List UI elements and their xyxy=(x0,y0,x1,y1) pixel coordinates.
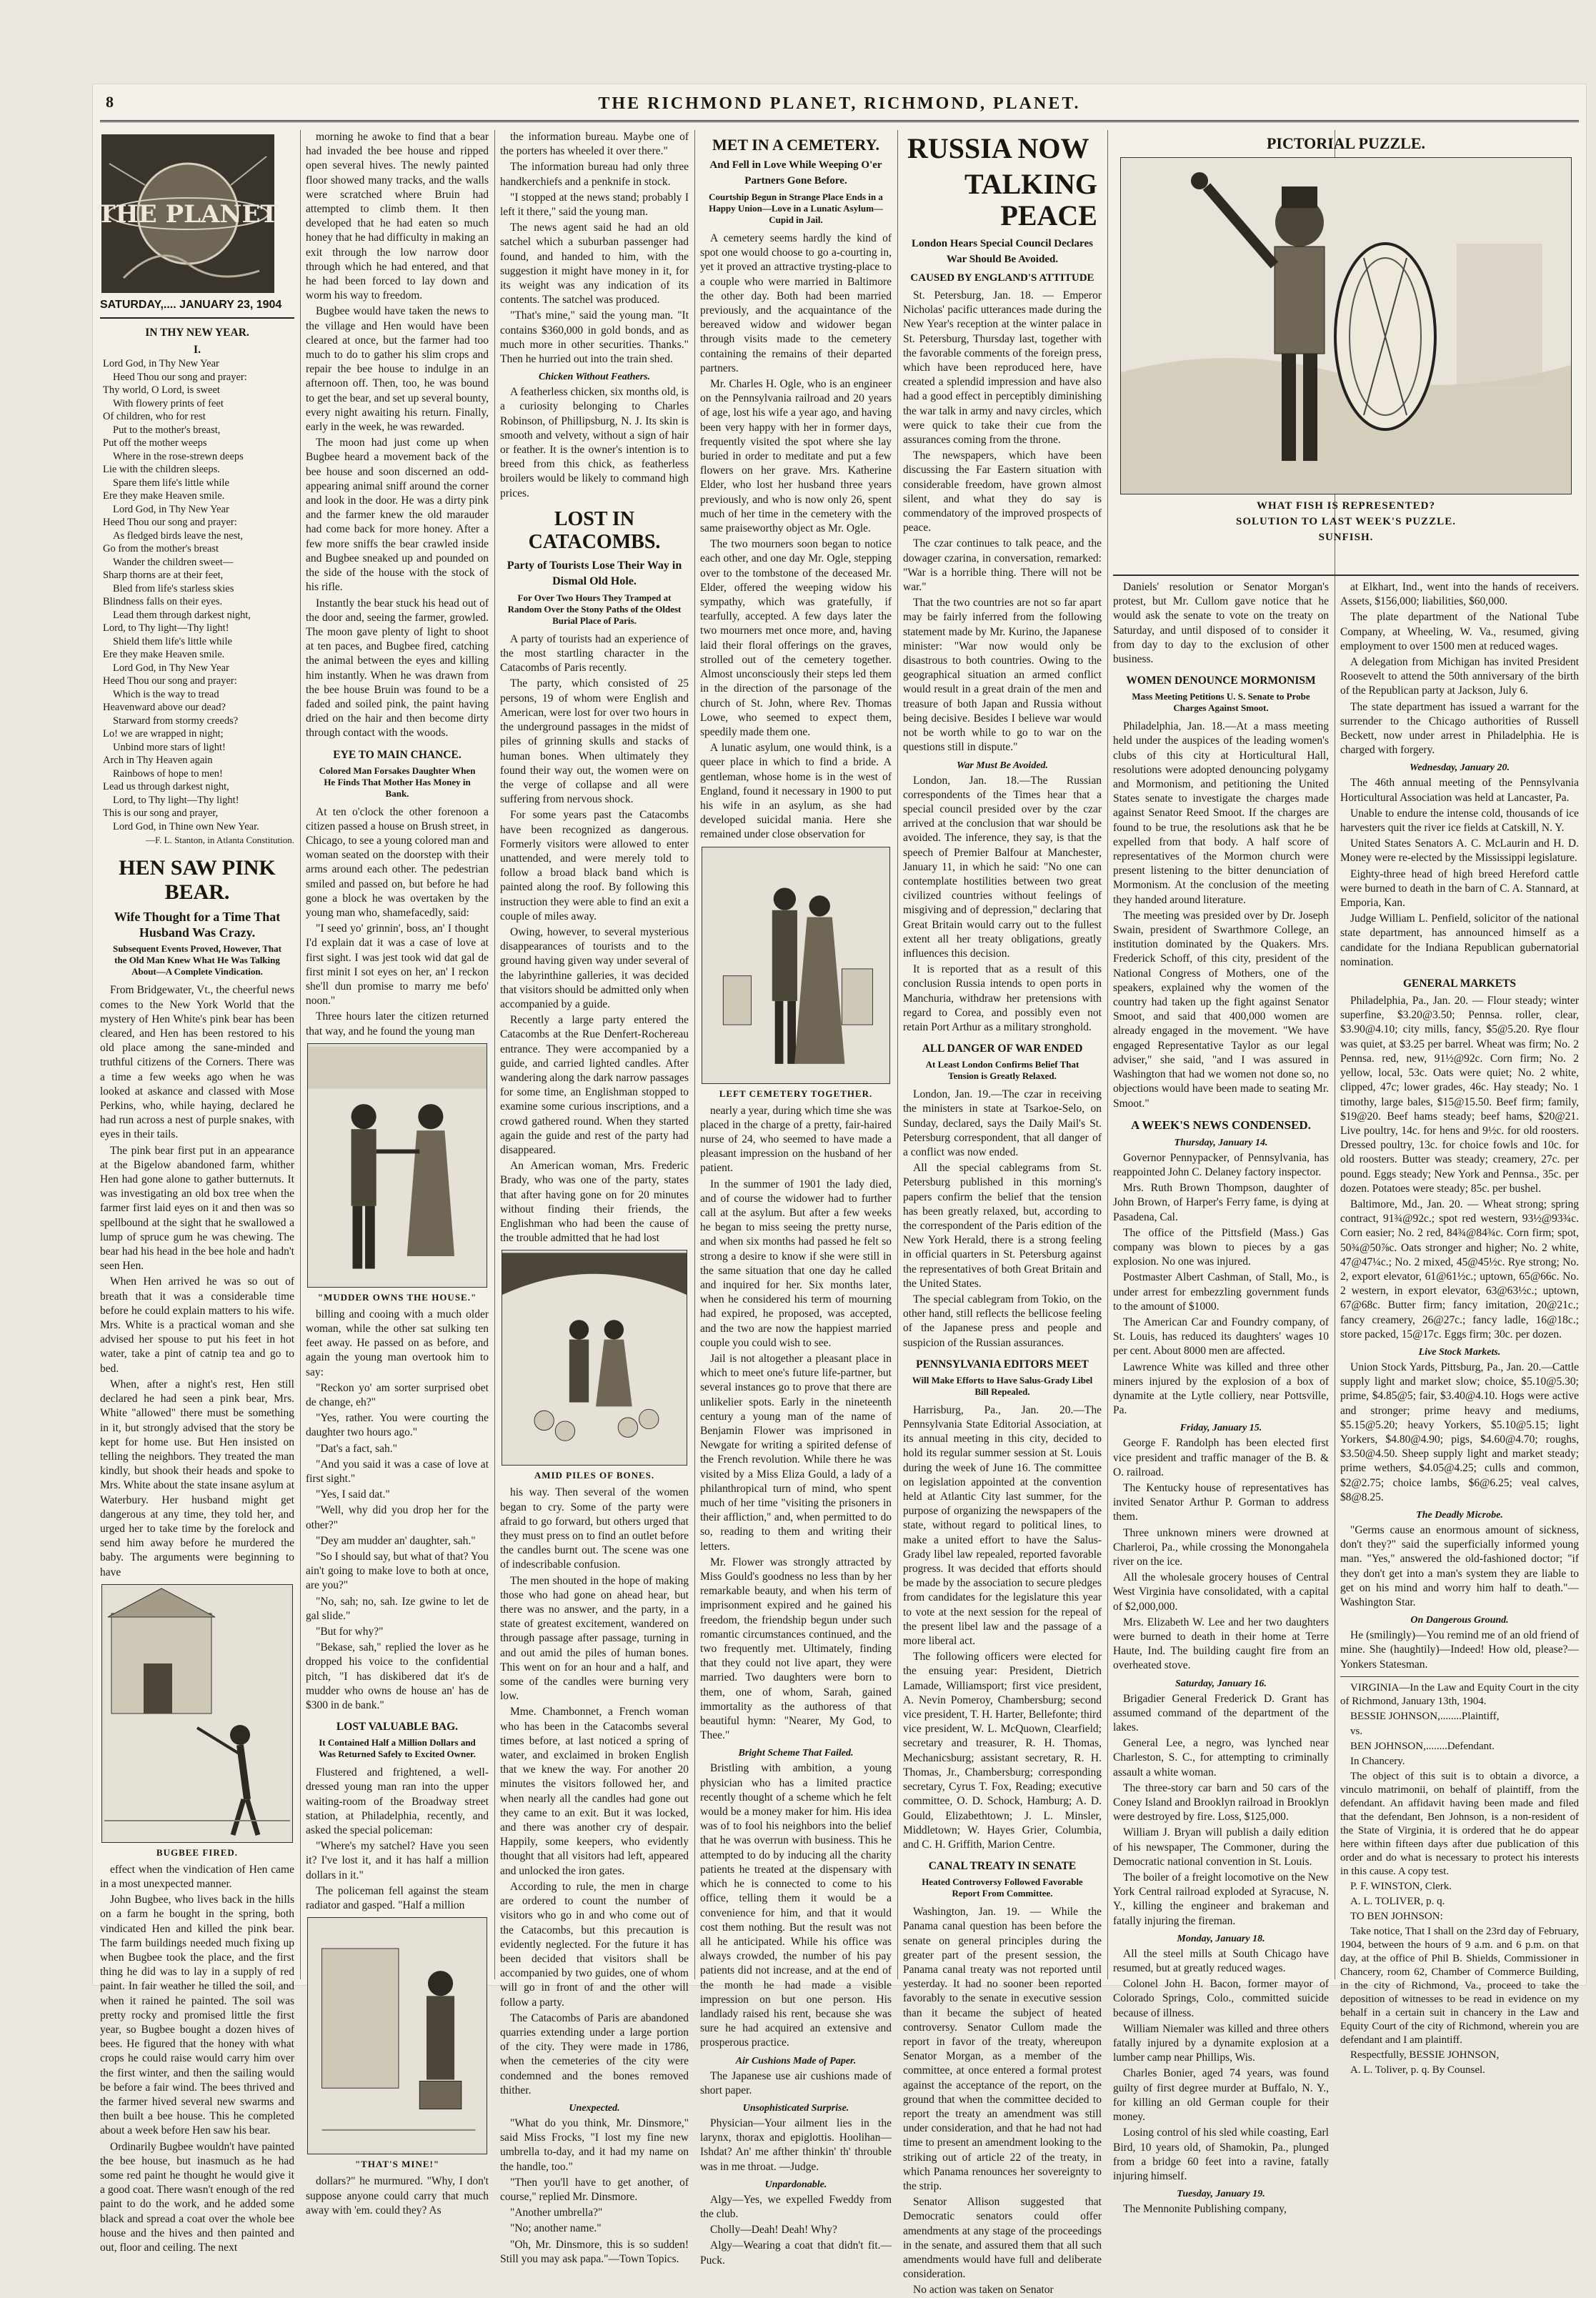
story-subheadline: Party of Tourists Lose Their Way in Dismal Old Hole. xyxy=(507,559,682,587)
paragraph: "So I should say, but what of that? You ain't going to make love to both at once, are you?" xyxy=(306,1551,489,1592)
story-body xyxy=(500,130,689,367)
news-item: George F. Randolph has been elected first vice president and traffic manager of the B. & O. railroad. xyxy=(1113,1437,1329,1478)
poem-line: Lo! we are wrapped in night; xyxy=(103,728,224,740)
newspaper-page xyxy=(93,84,1586,2297)
section-deck: Will Make Efforts to Have Salus-Grady Libel Bill Repealed. xyxy=(912,1374,1093,1397)
story-headline: HEN SAW PINK BEAR. xyxy=(119,856,276,905)
figure-caption: LEFT CEMETERY TOGETHER. xyxy=(719,1088,873,1099)
paragraph: Washington, Jan. 19. — While the Panama canal question has been before the senate on general principles during the greater part of the present session, the Panama canal treaty was not reported until yesterday. It had no sooner been reported favorably to the senate in executive session than it became the subject of heated controversy. Senator Cullom made the report in favor of the treaty, whereupon Senator Morgan, as a member of the committee, at once entered a formal protest against the acceptance of the report, on the ground that when the committee decided to report the treaty an amendment was still under consideration, and that he had not had time to present an amendment looking to the striking out of article 22 of the treaty, in which Panama renounces her sovereignty to the strip. xyxy=(903,1906,1102,2192)
section-head: PENNSYLVANIA EDITORS MEET xyxy=(916,1358,1089,1371)
news-item: All the steel mills at South Chicago have resumed, but at greatly reduced wages. xyxy=(1113,1947,1329,1975)
story-body-continued xyxy=(500,1486,689,2098)
day-head: Monday, January 18. xyxy=(1177,1933,1265,1944)
column-1 xyxy=(97,130,294,2254)
paragraph: According to rule, the men in charge are ordered to count the number of visitors who go in and who come out of the Catacombs, but this precaution is evidently neglected. For the future it has been decided that visitors shall be accompanied by two guides, one of whom will go in front of and the other will follow a party. xyxy=(500,1880,689,2009)
paragraph: Owing, however, to several mysterious disappearances of tourists and to the ground having given way under several of the labyrinthine galleries, it was decided that visitors should be admitted only when accompanied by a guide. xyxy=(500,925,689,1010)
paragraph: At ten o'clock the other forenoon a citizen passed a house on Brush street, in Chicago, to see a young colored man and woman seated on the doorstep with their arms around each other. The pedestrian smiled and passed on, but before he had gone a block he was overtaken by the young man who, shamefacedly, said: xyxy=(306,805,489,919)
paragraph: Ordinarily Bugbee wouldn't have painted the bee house, but inasmuch as he had some red paint he thought he would give it a good coat. There wasn't enough of the red paint to do the work, and he added some black and spread a coat over the whole bee house and the hives and then painted and out, floor and ceiling. The next xyxy=(100,2140,294,2254)
paragraph: Mr. Charles H. Ogle, who is an engineer on the Pennsylvania railroad and 20 years of age, lost his wife a year ago, and having been very happy with her in former days, frequently visited the spot where she lay buried in order to meditate and put a few flowers on her grave. Mrs. Katherine Elder, who lost her husband three years previously, and who is now only 26, spent much of her time in the cemetery with the same praiseworthy object as Mr. Ogle. xyxy=(700,378,892,535)
news-item: Lawrence White was killed and three other miners injured by the explosion of a box of dynamite at the Lytle colliery, near Pottsville, Pa. xyxy=(1113,1361,1329,1417)
story-headline: MET IN A CEMETERY. xyxy=(712,136,879,154)
satchel-illustration xyxy=(307,1917,487,2154)
story-subheadline: And Fell in Love While Weeping O'er Partners Gone Before. xyxy=(709,159,882,186)
paragraph: Algy—Yes, we expelled Fweddy from the club. xyxy=(700,2193,892,2220)
paragraph: The special cablegram from Tokio, on the other hand, still reflects the bellicose feeling of the Japanese press and people and suspicion of the Russian assurances. xyxy=(903,1293,1102,1349)
news-item: The Mennonite Publishing company, xyxy=(1123,2203,1287,2216)
news-item: United States Senators A. C. McLaurin and H. D. Money were re-elected by the Mississippi legislature. xyxy=(1340,837,1579,865)
poem-line: Heavenward above our dead? xyxy=(103,702,226,714)
day-head: Friday, January 15. xyxy=(1179,1423,1262,1434)
poem-line: Heed Thou our song and prayer: xyxy=(103,517,237,529)
puzzle-question: WHAT FISH IS REPRESENTED? xyxy=(1257,500,1435,512)
item-headline: Unexpected. xyxy=(569,2102,620,2114)
news-item: The plate department of the National Tube Company, at Wheeling, W. Va., resumed, giving employment to over 1500 men at reduced wages. xyxy=(1340,611,1579,652)
poem-line: Heed Thou our song and prayer: xyxy=(103,675,237,687)
poem-line: Bled from life's starless skies xyxy=(113,582,234,595)
news-item: The Kentucky house of representatives has invited Senator Arthur P. Gorman to address them. xyxy=(1113,1481,1329,1523)
column-2 xyxy=(306,130,489,2217)
item-body: Physician—Your ailment lies in the larynx, thorax and epiglottis. Hoolihan—Ishdat? An' me afther thinkin' th' throuble was in me throat. —Judge. xyxy=(700,2117,892,2173)
paragraph: "Bekase, sah," replied the lover as he dropped his voice to the confidential pitch, "I has diskibered dat it's de mudder who owns de house an' has de $300 in de bank." xyxy=(306,1641,489,1712)
paragraph: It is reported that as a result of this conclusion Russia intends to open ports in Manchuria, withdraw her pretensions with regard to Corea, and possibly even not retain Port Arthur as a military stronghold. xyxy=(903,963,1102,1033)
news-item: Colonel John H. Bacon, former mayor of Colorado Springs, Colo., committed suicide because of illness. xyxy=(1113,1978,1329,2019)
poem-line: Arch in Thy Heaven again xyxy=(103,755,213,767)
column-4 xyxy=(700,130,892,2267)
news-item: Unable to endure the intense cold, thousands of ice harvesters quit the river ice fields at Catskill, N. Y. xyxy=(1340,807,1579,835)
paragraph: "Then you'll have to get another, of course," replied Mr. Dinsmore. xyxy=(500,2176,689,2203)
paragraph: nearly a year, during which time she was placed in the charge of a pretty, fair-haired nurse of 24, who seemed to have made a pleasant impression on the husband of her patient. xyxy=(700,1104,892,1175)
running-head xyxy=(100,91,1579,122)
news-item: The American Car and Foundry company, of St. Louis, has reduced its daughters' wages 10 per cent. About 8000 men are affected. xyxy=(1113,1315,1329,1358)
paragraph: The following officers were elected for the ensuing year: President, Dietrich Lamade, Williamsport; first vice president, A. Nevin Pomeroy, Chambersburg; second vice president, T. H. Harter, Bellefonte; third vice president, W. L. McQuown, Clearfield; secretary and treasurer, R. H. Thomas, Mechanicsburg; assistant secretary, R. H. Thomas, Jr., Chambersburg; corresponding secretary, Cyrus T. Fox, Reading; executive committee, O. D. Schock, Hamburg; A. D. Gould, Elizabethtown; J. L. Minsler, Middletown; W. Hayes Grier, Columbia, and C. H. Griffith, Marion Centre. xyxy=(903,1651,1102,1851)
story-body xyxy=(100,983,294,1579)
item-headline: Chicken Without Feathers. xyxy=(539,372,650,383)
news-item: A delegation from Michigan has invited President Roosevelt to attend the 50th anniversary of the birth of the Republican party at Jackson, July 6. xyxy=(1340,656,1579,697)
legal-line: Take notice, That I shall on the 23rd day of February, 1904, between the hours of 9 a.m. and 6 p.m. on that day, at the office of Phil B. Shields, Commissioner in Chancery, room 62, Chamber of Commerce Building, in the city of Richmond, Va., proceed to take the deposition of witnesses to be read in evidence on my behalf in a certain suit in chancery in the Law and Equity Court of the city of Richmond, wherein you are defendant and I am plaintiff. xyxy=(1340,1925,1579,2046)
paragraph: A party of tourists had an experience of the most startling character in the Catacombs of Paris recently. xyxy=(500,632,689,675)
paragraph: "But for why?" xyxy=(316,1626,384,1638)
day-head: Saturday, January 16. xyxy=(1175,1678,1267,1689)
page-number: 8 xyxy=(106,93,114,111)
paragraph: Cholly—Deah! Deah! Why? xyxy=(710,2224,837,2237)
puzzle-title: PICTORIAL PUZZLE. xyxy=(1266,134,1426,152)
story-body xyxy=(500,632,689,1246)
news-items xyxy=(1113,1151,1329,1418)
paragraph: For some years past the Catacombs have been recognized as dangerous. Formerly visitors were allowed to enter unattended, and were merely told to follow a broad black band which is painted along the roof. By following this instruction they were able to find an exit a couple of miles away. xyxy=(500,809,689,922)
legal-notice xyxy=(1340,1681,1579,2077)
story-deck: Courtship Begun in Strange Place Ends in a Happy Union—Love in a Lunatic Asylum—Cupid in Jail. xyxy=(709,192,883,225)
item-body: "Germs cause an enormous amount of sickness, don't they?" said the superficially informed young man. "Yes," answered the old-fashioned doctor; "if they don't get into a man's system they are liable to get on his mind and worry him half to death."—Washington Star. xyxy=(1340,1523,1579,1608)
paragraph: Daniels' resolution or Senator Morgan's protest, but Mr. Cullom gave notice that he would ask the senate to vote on the treaty on Saturday, and until disposed of to consider it from day to day to the exclusion of other business. xyxy=(1113,581,1329,666)
news-items xyxy=(1113,1436,1329,1673)
story-deck: Subsequent Events Proved, However, That the Old Man Knew What He Was Talking About—A Complete Vindication. xyxy=(113,943,281,978)
puzzle-divider xyxy=(1113,574,1579,576)
bugbee-illustration xyxy=(101,1584,293,1843)
poem-line: Sharp thorns are at their feet, xyxy=(103,569,224,582)
news-item: Brigadier General Frederick D. Grant has assumed command of the department of the lakes. xyxy=(1113,1692,1329,1734)
paragraph: "And you said it was a case of love at first sight." xyxy=(306,1458,489,1486)
news-items xyxy=(1340,776,1579,970)
paragraph: When, after a night's rest, Hen still declared he had seen a pink bear, Mrs. White "allowed" there must be something in it, but strongly advised that the story be kept for home use. But Hen insisted on telling the neighbors. They treated the man kindly, but shook their heads and spoke to Mrs. White about the state insane asylum at Waterbury. Her husband might get dangerous at any time, they told her, and urged her to take time by the forelock and send him away before he murdered the baby. The arguments were beginning to have xyxy=(100,1378,294,1578)
legal-line: vs. xyxy=(1350,1725,1363,1737)
story-body xyxy=(903,1403,1102,1852)
item-body: He (smilingly)—You remind me of an old friend of mine. She (haughtily)—Indeed! How old, please?—Yonkers Statesman. xyxy=(1340,1629,1579,1671)
poem-line: Spare them life's little while xyxy=(113,477,229,489)
day-head: Wednesday, January 20. xyxy=(1410,762,1510,774)
paragraph: The meeting was presided over by Dr. Joseph Swain, president of Swarthmore College, an institution dominated by the Quakers. Mrs. Frederick Schoff, of this city, president of the National Congress of Mothers, one of the speakers, explained why the women of the country had taken up the fight against Senator Smoot, and said that 400,000 women are already engaged in the movement. "We have engaged Representative Taylor as our legal adviser," she said, "and I was assured in Washington that had we women not done so, no objections would have been made to seating Mr. Smoot." xyxy=(1113,909,1329,1110)
paragraph: Mr. Flower was strongly attracted by Miss Gould's goodness no less than by her remarkable beauty, and when his term of imprisonment expired and he gained his freedom, the friendship begun under such romantic circumstances continued, and the two frequently met. Ultimately, finding that they could not live apart, they were married. Two daughters were born to them, one of whom, Sarah, gained immortality as the authoress of that beautiful hymn: "Nearer, My God, to Thee." xyxy=(700,1556,892,1742)
poem-credit: —F. L. Stanton, in Atlanta Constitution. xyxy=(145,835,294,846)
paragraph: Philadelphia, Jan. 18.—At a mass meeting held under the auspices of the leading women's clubs of this city at Horticultural Hall, resolutions were adopted denouncing polygamy and Mormonism, and petitioning the United States senate to investigate the charges made against Senator Reed Smoot. If the charges are found to be true, the resolutions ask that he be expelled from that body. A half score of representatives of the Mormon church were present listening to the bitter denunciation of Mormonism. At the conclusion of the meeting they handed around literature. xyxy=(1113,720,1329,906)
news-item: William Niemaler was killed and three others fatally injured by a dynamite explosion at a lumber camp near Phillips, Wis. xyxy=(1113,2022,1329,2064)
poem-line: Lord God, in Thy New Year xyxy=(103,358,219,370)
poem-line: Ere they make Heaven smile. xyxy=(103,649,225,661)
poem-line: Thy world, O Lord, is sweet xyxy=(103,384,220,397)
story-deck: Colored Man Forsakes Daughter When He Finds That Mother Has Money in Bank. xyxy=(319,765,476,799)
legal-line: P. F. WINSTON, Clerk. xyxy=(1350,1880,1452,1892)
poem-line: Which is the way to tread xyxy=(113,688,219,700)
poem-line: Ere they make Heaven smile. xyxy=(103,490,225,502)
paragraph: effect when the vindication of Hen came in a most unexpected manner. xyxy=(100,1863,294,1890)
paragraph: The two mourners soon began to notice each other, and one day Mr. Ogle, stepping over to the tombstone of the deceased Mr. Elder, offered the weeping widow his sympathy, which was gratefully, if tearfully, accepted. A few days later the two mourners met once more, and, having laid their floral offerings on the graves, strolled out of the cemetery together. Almost unconsciously their steps led them in the direction of the parsonage of the church of St. John, where Rev. Thomas Lowe, who seemed to expect them, speedily made them one. xyxy=(700,538,892,738)
legal-line: BESSIE JOHNSON,........Plaintiff, xyxy=(1350,1710,1500,1722)
day-head: Thursday, January 14. xyxy=(1174,1137,1268,1148)
paragraph: London, Jan. 18.—The Russian correspondents of the Times hear that a special council presided over by the czar arrived at the conclusion that war should be avoided. The inference, they say, is that the speech of Premier Balfour at Manchester, January 11, in which he said: "No one can contemplate hostilities between two great civilized countries without feelings of misgiving and of depression," declaring that Great Britain would carry out to the fullest extent all her treaty obligations, greatly influences this decision. xyxy=(903,774,1102,960)
paragraph: "Dat's a fact, sah." xyxy=(316,1442,398,1455)
paragraph: Three hours later the citizen returned that way, and he found the young man xyxy=(306,1010,489,1038)
paragraph: No action was taken on Senator xyxy=(913,2284,1054,2297)
news-item: All the wholesale grocery houses of Central West Virginia have consolidated, with a capital of $2,000,000. xyxy=(1113,1571,1329,1613)
news-item: Three unknown miners were drowned at Charleroi, Pa., while crossing the Monongahela river on the ice. xyxy=(1113,1526,1329,1568)
section-deck: Mass Meeting Petitions U. S. Senate to Probe Charges Against Smoot. xyxy=(1132,691,1310,714)
paragraph: "Dey am mudder an' daughter, sah." xyxy=(316,1534,476,1547)
paragraph: "Yes, rather. You were courting the daughter two hours ago." xyxy=(306,1412,489,1439)
paragraph: The information bureau had only three handkerchiefs and a penknife in stock. xyxy=(500,161,689,188)
story-deck: CAUSED BY ENGLAND'S ATTITUDE xyxy=(910,272,1094,284)
story-body xyxy=(306,130,489,741)
news-item: The state department has issued a warrant for the surrender to the Chicago authorities of Russell Beckett, now under arrest in Philadelphia. He is charged with forgery. xyxy=(1340,700,1579,757)
story-subheadline: Wife Thought for a Time That Husband Was Crazy. xyxy=(114,910,281,940)
story-body xyxy=(1113,580,1329,667)
legal-line: Respectfully, BESSIE JOHNSON, xyxy=(1350,2049,1500,2061)
poem-line: Shield them life's little while xyxy=(113,635,232,647)
paragraph: his way. Then several of the women began to cry. Some of the party were afraid to go forward, but others urged that they must press on to find an outlet before the candles burnt out. The scene was one of indescribable confusion. xyxy=(500,1486,689,1571)
section-deck: Heated Controversy Followed Favorable Report From Committee. xyxy=(922,1876,1083,1899)
paragraph: "Where's my satchel? Have you seen it? I've lost it, and it has half a million dollars in it." xyxy=(306,1840,489,1881)
section-deck: At Least London Confirms Belief That Tension is Greatly Relaxed. xyxy=(925,1059,1079,1082)
paragraph: "I seed yo' grinnin', boss, an' I thought I'd explain dat it was a case of love at first sight. I was jest took wid dat gal de first minit I sot eyes on her, an' I reckon she'll dun promise to marry me befo' noon." xyxy=(306,922,489,1008)
poem-line: Go from the mother's breast xyxy=(103,543,219,555)
paragraph: That the two countries are not so far apart may be fairly inferred from the following statement made by Mr. Kurino, the Japanese minister: "War now would only be disastrous to both countries. Owing to the geographical situation an armed conflict would result in a great drain of the men and treasure of both Japan and Russia without being decisive. Besides I believe war would not be worth while to go to war on the questions still in dispute." xyxy=(903,597,1102,754)
story-headline: LOST VALUABLE BAG. xyxy=(336,1721,459,1734)
paragraph: Mme. Chambonnet, a French woman who has been in the Catacombs several times before, at last noticed a spring of water, and exclaimed in broken English that we knew the way. For another 20 minutes the visitors followed her, and when nearly all the candles had gone out they came to an exit. But it was locked, and there was another cry of despair. Happily, some keepers, who evidently thought that all visitors had left, appeared and unlocked the iron gates. xyxy=(500,1706,689,1877)
news-item: The boiler of a freight locomotive on the New York Central railroad exploded at Syracuse, N. Y., killing the engineer and brakeman and fatally injuring the fireman. xyxy=(1113,1871,1329,1927)
paragraph: "Reckon yo' am sorter surprised obet de change, eh?" xyxy=(306,1381,489,1408)
paragraph: "Oh, Mr. Dinsmore, this is so sudden! Still you may ask papa."—Town Topics. xyxy=(500,2238,689,2265)
column-6 xyxy=(1113,580,1329,2216)
story-body-continued xyxy=(100,1863,294,2255)
poem-line: Lord, to Thy light—Thy light! xyxy=(103,622,229,635)
poem-line: Lead them through darkest night, xyxy=(113,609,251,621)
story-headline-line-2: TALKING PEACE xyxy=(964,168,1097,232)
figure-caption: "MUDDER OWNS THE HOUSE." xyxy=(317,1291,477,1303)
paragraph: "I stopped at the news stand; probably I left it there," said the young man. xyxy=(500,191,689,219)
paragraph: "No, sah; no, sah. Ize gwine to let de gal slide." xyxy=(306,1595,489,1622)
story-body-continued xyxy=(306,2174,489,2218)
news-item: Eighty-three head of high breed Hereford cattle were burned to death in the barn of C. A. Stannard, at Emporia, Kan. xyxy=(1340,867,1579,910)
poem-line: Rainbows of hope to men! xyxy=(113,767,223,780)
paragraph: The men shouted in the hope of making those who had gone on ahead hear, but there was no answer, and the party, in a state of greatest excitement, wandered on through passage after passage, turning in and out amid the piles of human bones. This went on for an hour and a half, and some of the candles were burning very low. xyxy=(500,1574,689,1703)
paragraph: "No; another name." xyxy=(510,2222,602,2235)
legal-line: TO BEN JOHNSON: xyxy=(1350,1910,1443,1922)
news-item: Charles Bonier, aged 74 years, was found guilty of first degree murder at Buffalo, N. Y., for killing an old German couple for their money. xyxy=(1113,2067,1329,2124)
market-report: Philadelphia, Pa., Jan. 20. — Flour steady; winter superfine, $3.20@3.50; Pennsa. roller, clear, $3.90@4.10; city mills, fancy, $5@5.20. Rye flour was quiet, at $3.25 per barrel. Wheat was firm; No. 2 Pennsa. red, new, 91½@92c. Corn firm; No. 2 yellow, local, 53c. Oats were quiet; No. 2 white, clipped, 47c; lower grades, 46c. Hay steady; No. 1 timothy, large bales, $15@15.50. Beef firm; family, $19@20. Beef hams steady; beef hams, $20@21. Live poultry, 14c. for hens and 9½c. for old roosters. Dressed poultry, 13c. for choice fowls and 10c. for old roosters. Butter was steady; creamery, 27c. per pound. Eggs steady; New York and Pennsa., 35c. per dozen. Potatoes were steady; 85c. per bushel. xyxy=(1340,995,1579,1195)
poem-line: Of children, who for rest xyxy=(103,411,206,423)
paragraph: Jail is not altogether a pleasant place in which to meet one's future life-partner, but several instances go to prove that there are unlikelier spots. Early in the nineteenth century a young man of the name of Benjamin Flower was imprisoned in Newgate for writing a spirited defense of the French revolution. While there he was visited by a Miss Eliza Gould, a lady of a philanthropical turn of mind, who spent much of her time "visiting the prisoners in their affliction," and, when permitted to do so, reading to them and writing their letters. xyxy=(700,1352,892,1553)
paragraph: "Another umbrella?" xyxy=(510,2207,603,2219)
story-body xyxy=(1113,720,1329,1110)
market-report: Baltimore, Md., Jan. 20. — Wheat strong; spring contract, 91¾@92c.; spot red western, 93½@93¾c. Corn easier; No. 2 red, 84¾@84¾c. Corn firm; spot, 50¾@50⅞c. Oats stronger and higher; No. 2 white, 47@47¼c.; No. 2 mixed, 45@45½c. Rye strong; No. 2, export elevator, 61@61½c.; uptown, 65@66c. No. 2 western, in export elevator, 63@63½c.; uptown, 67@68c. Butter firm; fancy imitation, 20@21c.; fancy creamery, 26@27c.; fancy ladle, 16@18c.; store packed, 15@17c. Eggs firm; 30c. per dozen. xyxy=(1340,1198,1579,1340)
column-5 xyxy=(903,130,1102,2297)
news-items xyxy=(1113,2202,1329,2217)
logo-lettering: THE PLANET xyxy=(97,200,279,229)
story-body xyxy=(700,232,892,842)
story-body xyxy=(903,1905,1102,2297)
paragraph: A cemetery seems hardly the kind of spot one would choose to go a-courting in, yet it proved an attractive trysting-place to a couple who were married in Baltimore the other day. Both had been married previously, and the acquaintance of the bereaved widow and widower began through visits made to the cemetery containing the remains of their departed partners. xyxy=(700,232,892,374)
paragraph: Senator Allison suggested that Democratic senators could offer amendments at any stage of the proceedings in the senate, and assured them that all such amendments would have full and deliberate consideration. xyxy=(903,2196,1102,2281)
poem-section-number: I. xyxy=(194,344,201,356)
paragraph: From Bridgewater, Vt., the cheerful news comes to the New York World that the mystery of Hen White's pink bear has been cleared, and Hen has been restored to his old place among the sane-minded and truthful citizens of the Corners. There was a time a few weeks ago when he was looked at askance and classed with Mose Perkins, who, while haying, declared he had run across a nest of purple snakes, with eyes in their tails. xyxy=(100,984,294,1141)
legal-line: VIRGINIA—In the Law and Equity Court in the city of Richmond, January 13th, 1904. xyxy=(1340,1681,1579,1707)
poem-line: Put off the mother weeps xyxy=(103,437,207,449)
item-headline: The Deadly Microbe. xyxy=(1416,1509,1503,1521)
paragraph: John Bugbee, who lives back in the hills on a farm he bought in the spring, both vindicated Hen and killed the pink bear. The farm buildings needed much fixing up when Bugbee took the place, and the first thing he did was to lay in a supply of red paint. In fair weather he tilled the soil, and when it rained he painted. The soil was pretty rocky and promised little the first year, so Bugbee bought a dozen hives of bees. He figured that the honey with what crops he could raise would carry him over the first winter, and then the sailing would be before a fair wind. The bees thrived and the farmer hived several new swarms and then built a bee house. This he completed about a week before Hen saw his bear. xyxy=(100,1894,294,2137)
item-headline: On Dangerous Ground. xyxy=(1410,1615,1509,1626)
paragraph: Instantly the bear stuck his head out of the door and, seeing the farmer, growled. The moon gave plenty of light to shoot at ten paces, and Bugbee fired, catching the animal between the eyes and killing him instantly. When he was drawn from the bee house Bruin was found to be a faded and soiled pink, the paint having dried on the hair and then become dirty through contact with the woods. xyxy=(306,597,489,740)
column-rule xyxy=(694,130,695,1979)
paragraph: Flustered and frightened, a well-dressed young man ran into the upper waiting-room of the Broadway street station, at Philadelphia, recently, and asked the special policeman: xyxy=(306,1766,489,1837)
news-items xyxy=(1113,1692,1329,1929)
paragraph: The Catacombs of Paris are abandoned quarries extending under a large portion of the city. They were made in 1786, when the cemeteries of the city were condemned and the bones removed thither. xyxy=(500,2011,689,2096)
figure-caption: "THAT'S MINE!" xyxy=(354,2159,440,2170)
poem-line: Heed Thou our song and prayer: xyxy=(113,371,247,383)
story-headline: LOST IN CATACOMBS. xyxy=(528,507,661,553)
paragraph: St. Petersburg, Jan. 18. — Emperor Nicholas' pacific utterances made during the New Year's reception at the winter palace in St. Petersburg, Thursday last, together with the favorable comments of the foreign press, which have been reproduced here, have created a splendid impression and have also had a good effect in perceptibly diminishing the war talk in army and navy circles, which were quick to take their cue from the assurances coming from the throne. xyxy=(903,289,1102,447)
paragraph: In the summer of 1901 the lady died, and of course the widower had to further call at the asylum. But after a few weeks he began to miss seeing the pretty nurse, and when six months had passed he felt so strong a desire to know if she were still in the same situation that one day he called and inquired for her. Six months later, when he considered his term of mourning had expired, he proposed, was accepted, and the two are now the happiest married couple you could wish to see. xyxy=(700,1178,892,1349)
market-report: Union Stock Yards, Pittsburg, Pa., Jan. 20.—Cattle supply light and market slow; choice, $5.10@5.30; prime, $4.85@5; fair, $3.40@4.10. Hogs were active and stronger; prime heavy and mediums, $5.15@5.20; heavy Yorkers, $5.10@5.15; light Yorkers, $4.80@4.90; pigs, $4.60@4.70; roughs, $3.50@4.50. Sheep supply light and market steady; prime wethers, $4.05@4.25; culls and common, $2@2.75; choice lambs, $6@6.25; veal calves, $8@8.25. xyxy=(1340,1361,1579,1503)
news-items xyxy=(1113,1947,1329,2184)
poem-line: Lord God, in Thy New Year xyxy=(113,662,229,674)
paragraph: Harrisburg, Pa., Jan. 20.—The Pennsylvania State Editorial Association, at its annual meeting in this city, decided to hold its regular summer session at St. Louis during the week of June 16. The committee on legislation appointed at the convention held at Atlantic City last summer, for the purpose of organizing the newspapers of the state, without regard to political lines, to make a united effort to have the Salus-Grady libel law repealed, reported favorable progress. It was decided that efforts should be made by the association to secure pledges from candidates for the legislature this year to vote at the next session for the repeal of the present libel law and the passage of a more liberal act. xyxy=(903,1403,1102,1648)
legal-line: A. L. TOLIVER, p. q. xyxy=(1350,1895,1445,1907)
section-head: GENERAL MARKETS xyxy=(1402,978,1517,990)
puzzle-solution-label: SOLUTION TO LAST WEEK'S PUZZLE. xyxy=(1236,516,1456,527)
pictorial-puzzle xyxy=(1113,130,1579,572)
paragraph: Algy—Wearing a coat that didn't fit.—Puck. xyxy=(700,2239,892,2267)
story-body xyxy=(306,805,489,1039)
news-item: William J. Bryan will publish a daily edition of his newspaper, The Commoner, during the Democratic national convention in St. Louis. xyxy=(1113,1826,1329,1868)
news-item: Judge William L. Penfield, solicitor of the national state department, has announced himself as a candidate for the Indiana Republican gubernatorial nomination. xyxy=(1340,912,1579,968)
paragraph: dollars?" he murmured. "Why, I don't suppose anyone could carry that much away with 'em. could they? As xyxy=(306,2175,489,2217)
paragraph: When Hen arrived he was so out of breath that it was a considerable time before he could explain matters to his wife. Mrs. White is a practical woman and she advised her spouse to put his feet in hot water, take a pint of catnip tea and go to bed. xyxy=(100,1275,294,1375)
section-head: A WEEK'S NEWS CONDENSED. xyxy=(1131,1118,1311,1132)
news-item: The office of the Pittsfield (Mass.) Gas company was blown to pieces by a gas explosion. No one was injured. xyxy=(1113,1226,1329,1268)
poem-title: IN THY NEW YEAR. xyxy=(145,327,249,339)
paragraph: the information bureau. Maybe one of the porters has wheeled it over there." xyxy=(500,131,689,158)
news-item: Mrs. Ruth Brown Thompson, daughter of John Brown, of Harper's Ferry fame, is dying at Pasadena, Cal. xyxy=(1113,1182,1329,1223)
poem-line: Lie with the children sleeps. xyxy=(103,464,220,476)
paragraph: The party, which consisted of 25 persons, 19 of whom were English and American, were lost for over two hours in the underground passages in the midst of piles of grinning skulls and stacks of human bones. When ultimately they found their way out, the women were on the verge of collapse and all were suffering from nervous shock. xyxy=(500,677,689,806)
issue-dateline: SATURDAY,.... JANUARY 23, 1904 xyxy=(100,299,282,311)
item-body xyxy=(500,2117,689,2267)
legal-line: The object of this suit is to obtain a divorce, a vinculo matrimonii, on behalf of plaintiff, from the defendant. An affidavit having been made and filed that the defendant, Ben Johnson, is a non-resident of the State of Virginia, it is ordered that he do appear here within fifteen days after due publication of this order and do what is necessary to protect his interests in this cause. A copy test. xyxy=(1340,1770,1579,1877)
column-rule xyxy=(494,130,495,1979)
story-body-continued xyxy=(700,1104,892,1744)
paragraph: Recently a large party entered the Catacombs at the Rue Denfert-Rochereau entrance. They were accompanied by a guide, and carried lighted candles. After wandering along the dark narrow passages for some time, an Englishman stopped to examine some curious inscriptions, and a crowd gathered round. When they started again the guide and rest of the party had disappeared. xyxy=(500,1014,689,1156)
courtship-illustration xyxy=(307,1043,487,1288)
paragraph: The moon had just come up when Bugbee heard a movement back of the bee house and soon discerned an odd-appearing animal sniff around the corner and look in the door. He was a dirty pink and the farmer knew the old marauder had come back for more honey. After a few more sniffs the bear crawled inside and Bugbee sneaked up and pounded on the side of the house with the stock of his rifle. xyxy=(306,437,489,594)
news-item: General Lee, a negro, was lynched near Charleston, S. C., for attempting to criminally assault a white woman. xyxy=(1113,1737,1329,1779)
poem-line: Put to the mother's breast, xyxy=(113,424,221,436)
news-items xyxy=(1340,580,1579,757)
poem-line: Where in the rose-strewn deeps xyxy=(113,450,244,462)
story-body xyxy=(903,774,1102,1035)
day-head: Tuesday, January 19. xyxy=(1177,2189,1265,2200)
story-body xyxy=(903,289,1102,755)
story-headline: EYE TO MAIN CHANCE. xyxy=(333,748,462,761)
news-item: Losing control of his sled while coasting, Earl Bird, 10 years old, of Shamokin, Pa., plunged from a bridge 60 feet into a ravine, fatally injuring himself. xyxy=(1113,2127,1329,2182)
item-body: The Japanese use air cushions made of short paper. xyxy=(700,2069,892,2096)
poem-line: Lord God, in Thy New Year xyxy=(113,503,229,515)
poem-line: Wander the children sweet— xyxy=(113,556,234,568)
item-headline: Bright Scheme That Failed. xyxy=(738,1748,854,1759)
poem-line: Blindness falls on their eyes. xyxy=(103,596,223,608)
column-7 xyxy=(1340,580,1579,2076)
story-body xyxy=(903,1088,1102,1351)
legal-line: BEN JOHNSON,........Defendant. xyxy=(1350,1740,1495,1752)
paragraph: "That's mine," said the young man. "It contains $360,000 in gold bonds, and as much more in other securities. Thanks." Then he hurried out into the train shed. xyxy=(500,309,689,366)
story-deck: It Contained Half a Million Dollars and Was Returned Safely to Excited Owner. xyxy=(319,1737,476,1760)
news-item: at Elkhart, Ind., went into the hands of receivers. Assets, $156,000; liabilities, $60,000. xyxy=(1340,581,1579,608)
paragraph: An American woman, Mrs. Frederic Brady, who was one of the party, states that after having gone on for 20 minutes without finding their friends, the Englishman who had been the cause of the trouble admitted that he had lost xyxy=(500,1160,689,1245)
item-headline: Air Cushions Made of Paper. xyxy=(735,2055,857,2066)
column-rule xyxy=(897,130,898,1979)
section-head: WOMEN DENOUNCE MORMONISM xyxy=(1126,675,1316,687)
masthead-logo xyxy=(97,134,279,293)
paragraph: London, Jan. 19.—The czar in receiving the ministers in state at Tsarkoe-Selo, on Sunday, declared, says the Daily Mail's St. Petersburg correspondent, that all danger of a conflict was now ended. xyxy=(903,1088,1102,1158)
poem-line: Starward from stormy creeds? xyxy=(113,715,239,727)
poem-line: Unbind more stars of light! xyxy=(113,741,226,753)
paragraph: "Well, why did you drop her for the other?" xyxy=(306,1504,489,1531)
planet-logo-illustration xyxy=(97,135,279,292)
news-item: The 46th annual meeting of the Pennsylvania Horticultural Association was held at Lancaster, Pa. xyxy=(1340,777,1579,804)
paragraph: The policeman fell against the steam radiator and gasped. "Half a million xyxy=(306,1884,489,1912)
puzzle-solution: SUNFISH. xyxy=(1318,532,1374,543)
poem-line: With flowery prints of feet xyxy=(113,397,224,409)
story-headline: RUSSIA NOW xyxy=(907,132,1089,164)
item-headline: Unpardonable. xyxy=(764,2179,827,2190)
puzzle-illustration xyxy=(1120,157,1572,494)
figure-caption: AMID PILES OF BONES. xyxy=(534,1470,655,1481)
story-body xyxy=(306,1766,489,1913)
legal-line: A. L. Toliver, p. q. By Counsel. xyxy=(1350,2064,1485,2076)
poem-line: Lord God, in Thine own New Year. xyxy=(113,820,259,832)
poem-line: As fledged birds leave the nest, xyxy=(113,529,244,542)
poem-line: This is our song and prayer, xyxy=(103,807,219,820)
paragraph: "Yes, I said dat." xyxy=(316,1488,390,1501)
story-body-continued xyxy=(306,1308,489,1713)
paragraph: The czar continues to talk peace, and the dowager czarina, in conversation, remarked: "War is a horrible thing. There will not be war." xyxy=(903,537,1102,594)
paragraph: All the special cablegrams from St. Petersburg published in this morning's papers confirm the belief that the tension has been greatly relaxed, but, according to the correspondent of the Paris edition of the New York Herald, there is a strong feeling in official quarters in St. Petersburg against the representatives of both Great Britain and the United States. xyxy=(903,1162,1102,1290)
paragraph: The news agent said he had an old satchel which a suburban passenger had found, and handed to him, with the suggestion it might have money in it, for its weight was any indication of its contents. The satchel was produced. xyxy=(500,222,689,307)
item-body: Bristling with ambition, a young physician who has a limited practice recently thought of a scheme which he felt would be a money maker for him. His idea was of to fool his neighbors into the belief that he was overrun with business. This he attempted to do by inducing all the charity patients he treated at the dispensary with which he is connected to come to his office, telling them it would be a convenience for him, and that it would cost them nothing. But the result was not all he anticipated. While his office was always crowded, the number of his pay patients did not increase, and at the end of the month he had made a visible impression on but one person. His landlady raised his rent, because she was sure he had acquired an extensive and prosperous practice. xyxy=(700,1762,892,2049)
column-3 xyxy=(500,130,689,2265)
section-head: ALL DANGER OF WAR ENDED xyxy=(922,1043,1083,1055)
item-headline: Unsophisticated Surprise. xyxy=(742,2102,849,2114)
news-item: Mrs. Elizabeth W. Lee and her two daughters were burned to death in their home at Terre Haute, Ind. The building caught fire from an overheated stove. xyxy=(1113,1616,1329,1672)
news-item: Postmaster Albert Cashman, of Stall, Mo., is under arrest for embezzling government funds to the amount of $1000. xyxy=(1113,1271,1329,1313)
paragraph: The newspapers, which have been discussing the Far Eastern situation with considerable freedom, have grown almost silent, and what they do say is commendatory of the improved prospects of peace. xyxy=(903,449,1102,534)
catacombs-illustration xyxy=(502,1250,687,1466)
poem-body xyxy=(100,357,294,833)
section-head: CANAL TREATY IN SENATE xyxy=(928,1860,1077,1873)
paragraph: billing and cooing with a much older woman, while the other sat sulking ten feet away. He passed on as before, and again the young man overtook him to say: xyxy=(306,1308,489,1378)
cemetery-illustration xyxy=(702,847,890,1084)
paragraph: "What do you think, Mr. Dinsmore," said Miss Frocks, "I lost my fine new umbrella to-day, and it had my name on the handle, too." xyxy=(500,2117,689,2173)
paragraph: morning he awoke to find that a bear had invaded the bee house and ripped open several hives. The newly painted floor showed many tracks, and the walls were scratched where Bruin had attempted to climb them. It then developed that he had eaten so much honey that he had difficulty in making an exit through the low narrow door through which he had entered, and that he had been forced to lay down and worm his way to freedom. xyxy=(306,131,489,302)
paragraph: A lunatic asylum, one would think, is a queer place in which to find a bride. A gentleman, whose home is in the west of England, found it necessary in 1900 to put his wife in an asylum, as she had developed suicidal mania. Here she remained under close observation for xyxy=(700,742,892,841)
story-subheadline: London Hears Special Council Declares War Should Be Avoided. xyxy=(912,238,1093,265)
paragraph: The pink bear first put in an appearance at the Bigelow abandoned farm, whither Hen had gone alone to gather butternuts. It was investigating an old box tree when the farmer first laid eyes on it and then was so spellbound at the sight that he swallowed a lump of spruce gum he was chewing. The bear had his head in the bee hole and hadn't seen Hen. xyxy=(100,1144,294,1273)
poem-line: Lead us through darkest night, xyxy=(103,781,229,793)
poem-line: Lord, to Thy light—Thy light! xyxy=(113,794,239,806)
section-head: War Must Be Avoided. xyxy=(956,760,1049,771)
paragraph: Bugbee would have taken the news to the village and Hen would have been cleared at once, but the farmer had too much to do to gather his slim crops and repair the bee house to indulge in an afternoon off. Then, too, he was bound to get the bear, and set up several bounty, every night awaiting his return. Finally, early in the week, he was rewarded. xyxy=(306,305,489,434)
figure-caption: BUGBEE FIRED. xyxy=(156,1846,239,1858)
item-body: A featherless chicken, six months old, is a curiosity belonging to Charles Robinson, of Phillipsburg, N. J. Its skin is smooth and velvety, without a sign of hair or feather. It is the owner's intention is to breed from this chick, as featherless broilers would be likely to command high prices. xyxy=(500,386,689,499)
item-headline: Live Stock Markets. xyxy=(1418,1346,1501,1358)
column-rule xyxy=(300,130,301,1979)
news-item: The three-story car barn and 50 cars of the Coney Island and Brooklyn railroad in Brooklyn were destroyed by fire. Loss, $125,000. xyxy=(1113,1781,1329,1824)
column-rule xyxy=(1107,130,1108,1979)
news-item: Governor Pennypacker, of Pennsylvania, has reappointed John C. Delaney factory inspector. xyxy=(1113,1151,1329,1178)
item-body xyxy=(700,2193,892,2268)
paper-title: THE RICHMOND PLANET, RICHMOND, PLANET. xyxy=(598,94,1081,113)
legal-line: In Chancery. xyxy=(1350,1755,1405,1767)
story-deck: For Over Two Hours They Tramped at Random Over the Stony Paths of the Oldest Burial Place of Paris. xyxy=(507,592,682,626)
